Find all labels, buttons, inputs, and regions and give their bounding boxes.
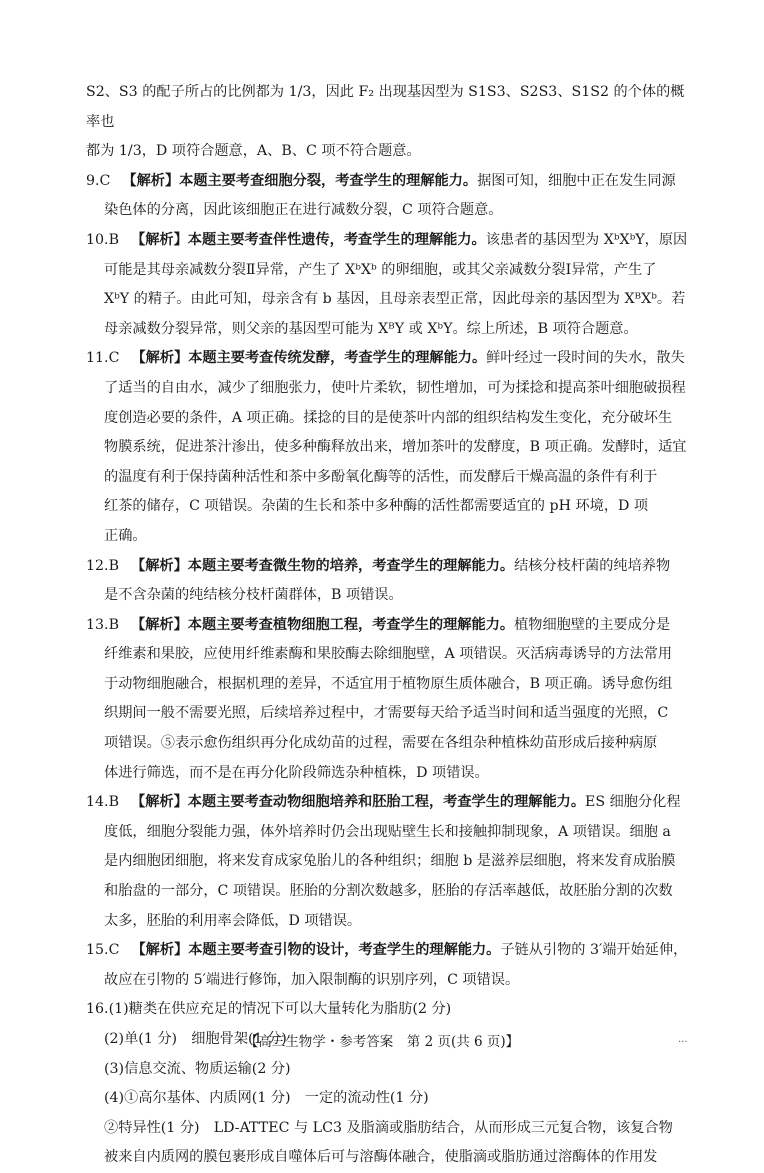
answer-item-9 bbox=[86, 167, 692, 197]
text-line: 织期间一般不需要光照，后续培养过程中，才需要每天给予适当时间和适当强度的光照，C bbox=[104, 705, 669, 722]
text-line: 可能是其母亲减数分裂Ⅱ异常，产生了 XᵇXᵇ 的卵细胞，或其父亲减数分裂Ⅰ异常，产生了 bbox=[104, 261, 657, 278]
text-line: 故应在引物的 5′端进行修饰，加入限制酶的识别序列，C 项错误。 bbox=[104, 971, 520, 988]
q16-line: (2)单(1 分) 细胞骨架(1 分) bbox=[104, 1031, 287, 1047]
answer-item-15 bbox=[86, 936, 692, 966]
text-line: 度低，细胞分裂能力强，体外培养时仍会出现贴壁生长和接触抑制现象，A 项错误。细胞 a bbox=[104, 823, 671, 840]
item-analysis-text: 该患者的基因型为 XᵇXᵇY，原因 bbox=[485, 231, 688, 248]
item-number: 9. bbox=[86, 172, 100, 189]
item-answer: B bbox=[108, 794, 120, 811]
item-answer: C bbox=[108, 942, 120, 959]
text-line: 项错误。⑤表示愈伤组织再分化成幼苗的过程，需要在各组杂种植株幼苗形成后接种病原 bbox=[104, 735, 658, 752]
item-analysis-text: 子链从引物的 3′端开始延伸， bbox=[500, 942, 688, 959]
text-line: 纤维素和果胶，应使用纤维素酶和果胶酶去除细胞壁，A 项错误。灭活病毒诱导的方法常用 bbox=[104, 646, 673, 663]
text-line: 度创造必要的条件，A 项正确。揉捻的目的是使茶叶内部的组织结构发生变化，充分破坏生 bbox=[104, 409, 673, 426]
text-line: 和胎盘的一部分，C 项错误。胚胎的分割次数越多，胚胎的存活率越低，故胚胎分割的次数 bbox=[104, 883, 673, 900]
text-line: S2、S3 的配子所占的比例都为 1/3，因此 F₂ 出现基因型为 S1S3、S2S3、S1S2 的个体的概率也 bbox=[86, 84, 685, 130]
item-number: 14. bbox=[86, 794, 109, 811]
corner-mark: ... bbox=[678, 1034, 688, 1045]
text-line: 物膜系统，促进茶汁渗出，使多种酶释放出来，增加茶叶的发酵度，B 项正确。发酵时，适宜 bbox=[104, 439, 687, 456]
q16-text: (1)糖类在供应充足的情况下可以大量转化为脂肪(2 分) bbox=[108, 1001, 452, 1018]
text-line: 都为 1/3，D 项符合题意，A、B、C 项不符合题意。 bbox=[86, 143, 421, 160]
answer-item-14 bbox=[86, 788, 692, 818]
page-footer: 【高三生物学・参考答案 第 2 页(共 6 页)】 bbox=[244, 1034, 520, 1050]
answer-content bbox=[86, 78, 692, 1173]
text-line: 的温度有利于保持菌种活性和茶中多酚氧化酶等的活性，而发酵后干燥高温的条件有利于 bbox=[104, 468, 658, 485]
q16-line: 被来自内质网的膜包裹形成自噬体后可与溶酶体融合，使脂滴或脂肪通过溶酶体的作用发 bbox=[104, 1149, 658, 1166]
answer-item-13 bbox=[86, 611, 692, 641]
item-analysis-heading: 【解析】本题主要考查植物细胞工程，考查学生的理解能力。 bbox=[131, 616, 515, 633]
item-answer: C bbox=[99, 172, 111, 189]
item-analysis-text: 植物细胞壁的主要成分是 bbox=[514, 616, 671, 633]
item-analysis-heading: 【解析】本题主要考查微生物的培养，考查学生的理解能力。 bbox=[131, 557, 515, 574]
item-number: 10. bbox=[86, 231, 109, 248]
answer-item-12 bbox=[86, 552, 692, 582]
text-line: 了适当的自由水，减少了细胞张力，使叶片柔软，韧性增加，可为揉捻和提高茶叶细胞破损程 bbox=[104, 379, 686, 396]
item-analysis-heading: 【解析】本题主要考查细胞分裂，考查学生的理解能力。 bbox=[122, 172, 478, 189]
item-answer: B bbox=[108, 616, 120, 633]
question-16 bbox=[86, 995, 692, 1173]
item-number: 15. bbox=[86, 942, 109, 959]
text-line: 母亲减数分裂异常，则父亲的基因型可能为 XᴮY 或 XᵇY。综上所述，B 项符合题意。 bbox=[104, 320, 638, 337]
item-answer: B bbox=[108, 231, 120, 248]
item-analysis-text: 结核分枝杆菌的纯培养物 bbox=[514, 557, 671, 574]
text-line: 是不含杂菌的纯结核分枝杆菌群体，B 项错误。 bbox=[104, 587, 403, 604]
q16-line: (3)信息交流、物质运输(2 分) bbox=[104, 1060, 291, 1077]
item-analysis-text: ES 细胞分化程 bbox=[585, 794, 681, 811]
text-line: 正确。 bbox=[104, 527, 147, 544]
item-number: 11. bbox=[86, 350, 109, 367]
item-analysis-text: 鲜叶经过一段时间的失水，散失 bbox=[486, 350, 685, 367]
item-analysis-heading: 【解析】本题主要考查伴性遗传，考查学生的理解能力。 bbox=[131, 231, 486, 248]
item-analysis-heading: 【解析】本题主要考查引物的设计，考查学生的理解能力。 bbox=[131, 942, 501, 959]
item-number: 13. bbox=[86, 616, 109, 633]
text-line: 染色体的分离，因此该细胞正在进行减数分裂，C 项符合题意。 bbox=[104, 202, 503, 219]
text-line: 红茶的储存，C 项错误。杂菌的生长和茶中多种酶的活性都需要适宜的 pH 环境，D 项 bbox=[104, 498, 649, 515]
item-number: 16. bbox=[86, 1001, 109, 1018]
q16-line: ②特异性(1 分) LD-ATTEC 与 LC3 及脂滴或脂肪结合，从而形成三元复合物，该复合物 bbox=[104, 1119, 673, 1136]
item-answer: C bbox=[108, 350, 120, 367]
text-line: 于动物细胞融合，根据机理的差异，不适宜用于植物原生质体融合，B 项正确。诱导愈伤组 bbox=[104, 675, 673, 692]
text-line: 是内细胞团细胞，将来发育成家兔胎儿的各种组织；细胞 b 是滋养层细胞，将来发育成胎膜 bbox=[104, 853, 676, 870]
item-answer: B bbox=[108, 557, 120, 574]
text-line: 太多，胚胎的利用率会降低，D 项错误。 bbox=[104, 912, 362, 929]
text-line: 体进行筛选，而不是在再分化阶段筛选杂种植株，D 项错误。 bbox=[104, 764, 489, 781]
item-analysis-heading: 【解析】本题主要考查动物细胞培养和胚胎工程，考查学生的理解能力。 bbox=[131, 794, 586, 811]
answer-item-10 bbox=[86, 226, 692, 256]
q16-line bbox=[86, 995, 692, 1025]
item-analysis-heading: 【解析】本题主要考查传统发酵，考查学生的理解能力。 bbox=[131, 350, 487, 367]
answer-items bbox=[86, 167, 692, 996]
item-analysis-text: 据图可知，细胞中正在发生同源 bbox=[477, 172, 676, 189]
text-line: XᵇY 的精子。由此可知，母亲含有 b 基因，且母亲表型正常，因此母亲的基因型为 XᴮXᵇ。若 bbox=[104, 291, 686, 308]
answer-item-11 bbox=[86, 344, 692, 374]
item-number: 12. bbox=[86, 557, 109, 574]
q16-line: (4)①高尔基体、内质网(1 分) 一定的流动性(1 分) bbox=[104, 1090, 429, 1107]
